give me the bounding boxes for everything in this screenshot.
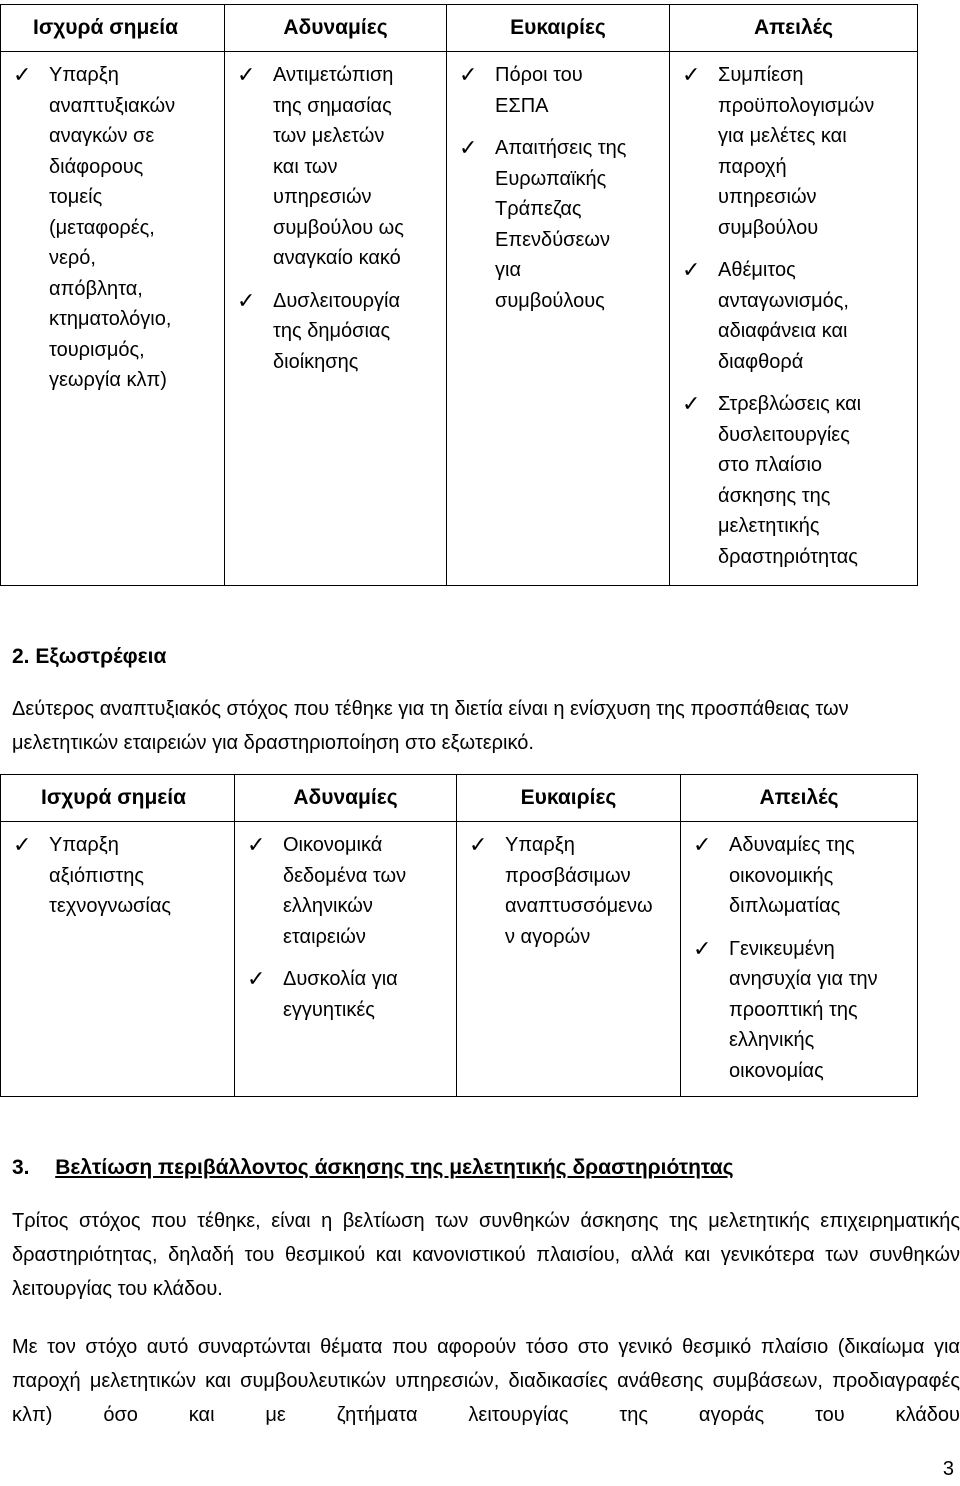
checklist-item-text: [505, 830, 653, 952]
item-line: Υπαρξη: [505, 834, 575, 856]
page-number: 3: [942, 1458, 954, 1480]
checkmark-icon: ✓: [237, 62, 256, 87]
item-line: Γενικευμένη: [729, 937, 835, 960]
strengths-cell: [1, 822, 235, 1097]
item-line: συμβούλους: [495, 289, 605, 312]
checkmark-icon: ✓: [247, 832, 266, 857]
item-line: μελετητικής: [718, 515, 820, 537]
item-line: προοπτική της: [729, 998, 858, 1021]
header-opportunities: Ευκαιρίες: [457, 775, 681, 822]
item-line: Υπαρξη: [49, 64, 119, 86]
header-strengths: Ισχυρά σημεία: [1, 775, 235, 822]
item-line: προσβάσιμων: [505, 864, 631, 887]
item-line: διπλωματίας: [729, 895, 841, 917]
item-line: αδιαφάνεια και: [718, 320, 848, 342]
item-line: στο πλαίσιο: [718, 454, 823, 476]
item-line: ΕΣΠΑ: [495, 94, 549, 117]
item-line: νερό,: [49, 247, 96, 269]
checklist-item: [682, 255, 913, 377]
section-3-paragraph-2: Με τον στόχο αυτό συναρτώνται θέματα που αφορούν τόσο στο γενικό θεσμικό πλαίσιο (δικαίωμα για παροχή μελετητικών και συμβουλευτικών υπηρεσιών, διαδικασίες ανάθεσης συμβάσεων, προδιαγραφές κλπ) όσο και με ζητήματα λειτουργίας της αγοράς του κλάδου: [12, 1336, 960, 1426]
checklist-item: [693, 934, 913, 1087]
checklist-item: [459, 60, 665, 121]
item-line: αναπτυσσόμενω: [505, 895, 653, 917]
table-header-row: [1, 5, 918, 52]
item-line: παροχή: [718, 155, 787, 178]
item-line: αναγκαίο κακό: [273, 247, 401, 269]
item-line: της δημόσιας: [273, 320, 391, 342]
item-line: Ευρωπαϊκής: [495, 167, 607, 190]
item-line: (μεταφορές,: [49, 216, 155, 239]
item-line: απόβλητα,: [49, 277, 143, 300]
checkmark-icon: ✓: [247, 966, 266, 991]
item-line: Επενδύσεων: [495, 228, 610, 251]
item-line: Οικονομικά: [283, 834, 383, 856]
checkmark-icon: ✓: [682, 391, 701, 416]
header-weaknesses: Αδυναμίες: [225, 5, 447, 52]
section-2-heading: 2. Εξωστρέφεια: [12, 645, 167, 668]
item-line: ελληνικών: [283, 895, 373, 917]
item-line: συμβούλου: [718, 216, 819, 239]
item-line: για μελέτες και: [718, 125, 847, 147]
checklist-item-text: [495, 133, 626, 316]
checkmark-icon: ✓: [693, 832, 712, 857]
checklist-item: [693, 830, 913, 922]
item-line: αναγκών σε: [49, 125, 155, 147]
item-line: Αθέμιτος: [718, 259, 796, 281]
strengths-cell: [1, 52, 225, 586]
item-line: οικονομικής: [729, 864, 834, 887]
item-line: υπηρεσιών: [718, 186, 817, 208]
item-line: Αδυναμίες της: [729, 834, 855, 856]
checklist-item: [237, 286, 442, 378]
checklist-item-text: [273, 286, 400, 378]
item-line: εταιρειών: [283, 925, 366, 948]
table-body-row: [1, 52, 918, 586]
item-line: της σημασίας: [273, 94, 392, 117]
opportunities-cell: [457, 822, 681, 1097]
item-line: Συμπίεση: [718, 64, 804, 86]
checkmark-icon: ✓: [13, 832, 32, 857]
item-line: δεδομένα των: [283, 864, 407, 887]
header-weaknesses: Αδυναμίες: [235, 775, 457, 822]
checklist-item-text: [718, 255, 849, 377]
header-threats: Απειλές: [681, 775, 918, 822]
item-line: διάφορους: [49, 155, 144, 178]
section-3-number: 3.: [12, 1156, 30, 1179]
checklist-item-text: [283, 830, 406, 952]
section-3-title: Βελτίωση περιβάλλοντος άσκησης της μελετητικής δραστηριότητας: [55, 1156, 734, 1179]
item-line: Τράπεζας: [495, 198, 582, 220]
header-threats: Απειλές: [670, 5, 918, 52]
checkmark-icon: ✓: [13, 62, 32, 87]
item-line: Απαιτήσεις της: [495, 137, 627, 159]
weaknesses-cell: [235, 822, 457, 1097]
threats-cell: [681, 822, 918, 1097]
checklist-item: [682, 389, 913, 572]
item-line: τομείς: [49, 186, 103, 208]
checklist-item: [237, 60, 442, 274]
item-line: εγγυητικές: [283, 998, 375, 1021]
item-line: αναπτυξιακών: [49, 94, 176, 117]
item-line: Δυσλειτουργία: [273, 289, 401, 312]
item-line: κτηματολόγιο,: [49, 308, 172, 330]
table-header-row: [1, 775, 918, 822]
checklist-item-text: [718, 60, 874, 243]
item-line: ελληνικής: [729, 1029, 815, 1051]
item-line: άσκησης της: [718, 484, 831, 507]
checklist-item: [469, 830, 676, 952]
checkmark-icon: ✓: [469, 832, 488, 857]
item-line: των μελετών: [273, 125, 385, 147]
item-line: αξιόπιστης: [49, 864, 145, 887]
header-strengths: Ισχυρά σημεία: [1, 5, 225, 52]
item-line: γεωργία κλπ): [49, 369, 167, 391]
item-line: δραστηριότητας: [718, 545, 858, 568]
checklist-item-text: [283, 964, 398, 1025]
item-line: διοίκησης: [273, 350, 359, 373]
item-line: και των: [273, 155, 338, 178]
item-line: υπηρεσιών: [273, 186, 372, 208]
checklist-item-text: [718, 389, 861, 572]
checklist-item-text: [729, 830, 855, 922]
checklist-item: [247, 830, 452, 952]
header-opportunities: Ευκαιρίες: [447, 5, 670, 52]
item-line: τουρισμός,: [49, 338, 145, 361]
item-line: συμβούλου ως: [273, 216, 404, 239]
checklist-item: [247, 964, 452, 1025]
item-line: τεχνογνωσίας: [49, 895, 172, 917]
section-2-paragraph: Δεύτερος αναπτυξιακός στόχος που τέθηκε για τη διετία είναι η ενίσχυση της προσπάθειας των μελετητικών εταιρειών για δραστηριοποίηση στο εξωτερικό.: [12, 698, 849, 754]
checkmark-icon: ✓: [459, 135, 478, 160]
checklist-item: [13, 830, 230, 922]
item-line: Στρεβλώσεις και: [718, 393, 862, 415]
opportunities-cell: [447, 52, 670, 586]
item-line: Υπαρξη: [49, 834, 119, 856]
checklist-item-text: [49, 60, 175, 396]
section-3-heading: [12, 1156, 734, 1180]
section-3-paragraph-1: Τρίτος στόχος που τέθηκε, είναι η βελτίωση των συνθηκών άσκησης της μελετητικής επιχειρηματικής δραστηριότητας, δηλαδή του θεσμικού και κανονιστικού πλαισίου, αλλά και γενικότερα των συνθηκών λειτουργίας του κλάδου.: [12, 1210, 960, 1300]
checklist-item: [682, 60, 913, 243]
item-line: ν αγορών: [505, 925, 591, 948]
item-line: Δυσκολία για: [283, 968, 398, 990]
checkmark-icon: ✓: [682, 257, 701, 282]
checkmark-icon: ✓: [682, 62, 701, 87]
item-line: προϋπολογισμών: [718, 94, 875, 117]
checklist-item-text: [729, 934, 878, 1087]
threats-cell: [670, 52, 918, 586]
swot-table-2: [0, 774, 918, 1097]
item-line: δυσλειτουργίες: [718, 423, 850, 446]
item-line: Πόροι του: [495, 64, 583, 86]
item-line: για: [495, 259, 522, 281]
item-line: ανταγωνισμός,: [718, 289, 849, 312]
item-line: διαφθορά: [718, 350, 804, 373]
table-body-row: [1, 822, 918, 1097]
item-line: Αντιμετώπιση: [273, 64, 394, 86]
checkmark-icon: ✓: [459, 62, 478, 87]
checklist-item: [13, 60, 220, 396]
checkmark-icon: ✓: [693, 935, 712, 961]
checklist-item-text: [49, 830, 171, 922]
weaknesses-cell: [225, 52, 447, 586]
checkmark-icon: ✓: [237, 287, 256, 313]
item-line: ανησυχία για την: [729, 968, 878, 990]
swot-table-1: [0, 4, 918, 586]
checklist-item-text: [495, 60, 583, 121]
checklist-item: [459, 133, 665, 316]
checklist-item-text: [273, 60, 404, 274]
item-line: οικονομίας: [729, 1059, 824, 1082]
